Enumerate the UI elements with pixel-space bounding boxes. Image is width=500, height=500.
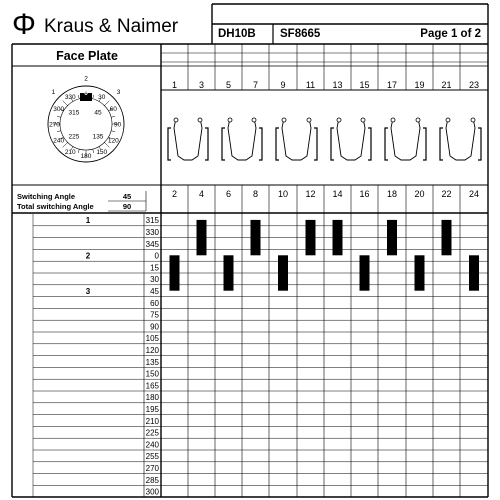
dial-position-label: 2: [84, 75, 88, 83]
terminal-number-top: 11: [305, 80, 316, 90]
dial-tick: [93, 149, 94, 153]
contact-bracket: [423, 128, 426, 160]
contact-bridge: [446, 118, 475, 160]
dial-position-label: 1: [51, 88, 56, 96]
dial-tick: [57, 131, 61, 132]
terminal-number-bottom: 18: [386, 189, 398, 199]
terminal-number-bottom: 2: [171, 189, 178, 199]
angle-label: 345: [145, 239, 159, 249]
dial-angle-label: 150: [96, 148, 108, 156]
dial-angle-label: 90: [113, 121, 122, 129]
dial-angle-label: 330: [64, 94, 76, 102]
terminal-number-top: 7: [252, 80, 259, 90]
angle-label: 315: [145, 216, 159, 226]
contact-bar: [278, 255, 288, 290]
angle-label: 120: [145, 346, 159, 355]
angle-label: 195: [145, 405, 159, 414]
terminal-number-bottom: 12: [305, 189, 316, 199]
contact-bar: [469, 255, 479, 290]
logo-symbol: Φ: [12, 8, 36, 41]
angle-label: 135: [145, 357, 159, 367]
position-label: 1: [85, 216, 91, 226]
contact-bracket: [259, 128, 262, 160]
dial-angle-label: 135: [92, 133, 104, 141]
dial-angle-label: 300: [53, 105, 65, 113]
position-labels: [86, 216, 91, 296]
contact-pair-symbol: [222, 118, 262, 160]
terminal-number-top: 1: [171, 80, 178, 90]
total-switching-angle-label: Total switching Angle: [17, 202, 94, 211]
angle-label: 300: [145, 487, 159, 497]
terminal-number-bottom: 22: [441, 189, 452, 199]
angle-label: 240: [145, 440, 159, 450]
angle-label: 105: [145, 334, 159, 344]
contact-bracket: [440, 128, 443, 160]
angle-label: 165: [145, 381, 159, 391]
angle-label: 30: [150, 275, 159, 285]
terminal-number-top: 15: [359, 80, 370, 90]
terminal-point: [198, 118, 202, 122]
contact-bar: [306, 220, 316, 255]
dial-angle-label: 60: [109, 105, 117, 113]
contact-bracket: [385, 128, 388, 160]
contact-bar: [170, 255, 180, 290]
terminal-point: [391, 118, 395, 122]
terminal-point: [361, 118, 365, 122]
angle-label: 270: [145, 464, 159, 473]
terminal-number-bottom: 20: [414, 189, 425, 199]
terminal-number-top: 21: [441, 80, 452, 90]
terminal-point: [282, 118, 286, 122]
contact-pair-symbol: [385, 118, 426, 160]
terminal-number-bottom: 6: [225, 189, 232, 199]
terminal-labels: [172, 80, 479, 199]
dial-angle-label: 30: [98, 94, 106, 102]
terminal-point: [446, 118, 450, 122]
contact-bridge: [391, 118, 420, 160]
contact-bracket: [168, 128, 171, 160]
contact-symbols: [168, 118, 481, 160]
angle-label: 210: [145, 416, 159, 426]
dial-angle-label: 0: [84, 90, 88, 97]
terminal-point: [228, 118, 232, 122]
contact-bar: [333, 220, 343, 255]
terminal-number-top: 3: [198, 80, 205, 90]
dial-tick: [78, 95, 79, 99]
terminal-number-bottom: 16: [359, 189, 370, 199]
angle-label: 45: [150, 287, 159, 296]
contact-pair-symbol: [440, 118, 481, 160]
dial-labels: [49, 76, 121, 161]
dial-angle-label: 45: [94, 109, 102, 117]
contact-pair-symbol: [331, 118, 371, 160]
switching-angle-block: [17, 191, 146, 211]
switching-angle-value: 45: [122, 192, 132, 201]
angle-label: 15: [150, 263, 159, 273]
terminal-point: [416, 118, 420, 122]
dial-angle-label: 210: [64, 148, 76, 156]
contact-bridge: [282, 118, 311, 160]
terminal-point: [337, 118, 341, 122]
terminal-number-top: 9: [280, 80, 286, 90]
position-label: 2: [85, 251, 91, 261]
contact-bar: [251, 220, 261, 255]
angle-label: 0: [154, 251, 159, 261]
contact-bar: [360, 255, 370, 290]
contact-bracket: [205, 128, 208, 160]
dial-tick: [57, 116, 61, 117]
contact-bracket: [222, 128, 225, 160]
terminal-point: [307, 118, 311, 122]
dial-angle-label: 120: [107, 137, 119, 145]
terminal-point: [471, 118, 475, 122]
angle-labels: [146, 216, 160, 496]
face-plate-inner-ring: [60, 98, 112, 150]
terminal-number-top: 5: [225, 80, 232, 90]
face-plate-title: Face Plate: [56, 49, 118, 63]
terminal-number-bottom: 8: [252, 189, 259, 199]
dial-angle-label: 180: [80, 153, 92, 160]
angle-label: 75: [150, 310, 159, 320]
dial-angle-label: 270: [49, 121, 60, 129]
contact-bar: [197, 220, 207, 255]
terminal-number-top: 13: [332, 80, 343, 90]
dial-tick: [111, 131, 115, 132]
terminal-number-bottom: 24: [468, 189, 480, 199]
angle-label: 285: [145, 475, 159, 485]
dial-angle-label: 225: [68, 133, 80, 141]
dial-angle-label: 315: [68, 109, 80, 117]
contact-pair-symbol: [276, 118, 317, 160]
contact-bar: [224, 255, 234, 290]
terminal-number-bottom: 4: [198, 189, 205, 199]
angle-label: 90: [150, 322, 159, 332]
terminal-number-bottom: 10: [277, 189, 289, 199]
terminal-point: [174, 118, 178, 122]
contact-bridge: [174, 118, 202, 160]
contact-bracket: [331, 128, 334, 160]
terminal-number-top: 17: [386, 80, 398, 90]
angle-label: 180: [145, 393, 159, 403]
dial-tick: [78, 149, 79, 153]
contact-bar: [415, 255, 425, 290]
terminal-number-top: 19: [414, 80, 425, 90]
model-code: DH10B: [218, 28, 256, 40]
dial-tick: [111, 116, 115, 117]
dial-angle-label: 240: [53, 137, 65, 145]
dial-tick: [104, 101, 109, 106]
terminal-number-bottom: 14: [332, 189, 343, 199]
contact-bridge: [337, 118, 365, 160]
angle-label: 330: [145, 228, 159, 237]
contact-pair-symbol: [168, 118, 208, 160]
dial-position-label: 3: [116, 88, 121, 96]
angle-label: 60: [150, 298, 159, 308]
terminal-number-top: 23: [468, 80, 480, 90]
position-label: 3: [85, 287, 91, 296]
contact-bar: [387, 220, 397, 255]
contact-bracket: [478, 128, 481, 160]
brand-name: Kraus & Naimer: [44, 16, 179, 37]
angle-label: 150: [145, 369, 159, 379]
contact-bar: [442, 220, 452, 255]
contact-bracket: [276, 128, 279, 160]
angle-label: 255: [145, 452, 159, 462]
page-indicator: Page 1 of 2: [420, 28, 481, 40]
dial-tick: [93, 95, 94, 99]
terminal-point: [252, 118, 256, 122]
total-switching-angle-value: 90: [122, 202, 132, 211]
angle-label: 225: [145, 428, 159, 438]
contact-bracket: [314, 128, 317, 160]
switching-angle-label: Switching Angle: [17, 192, 76, 201]
contact-bridge: [228, 118, 256, 160]
drawing-number: SF8665: [280, 28, 321, 40]
contact-bracket: [368, 128, 371, 160]
